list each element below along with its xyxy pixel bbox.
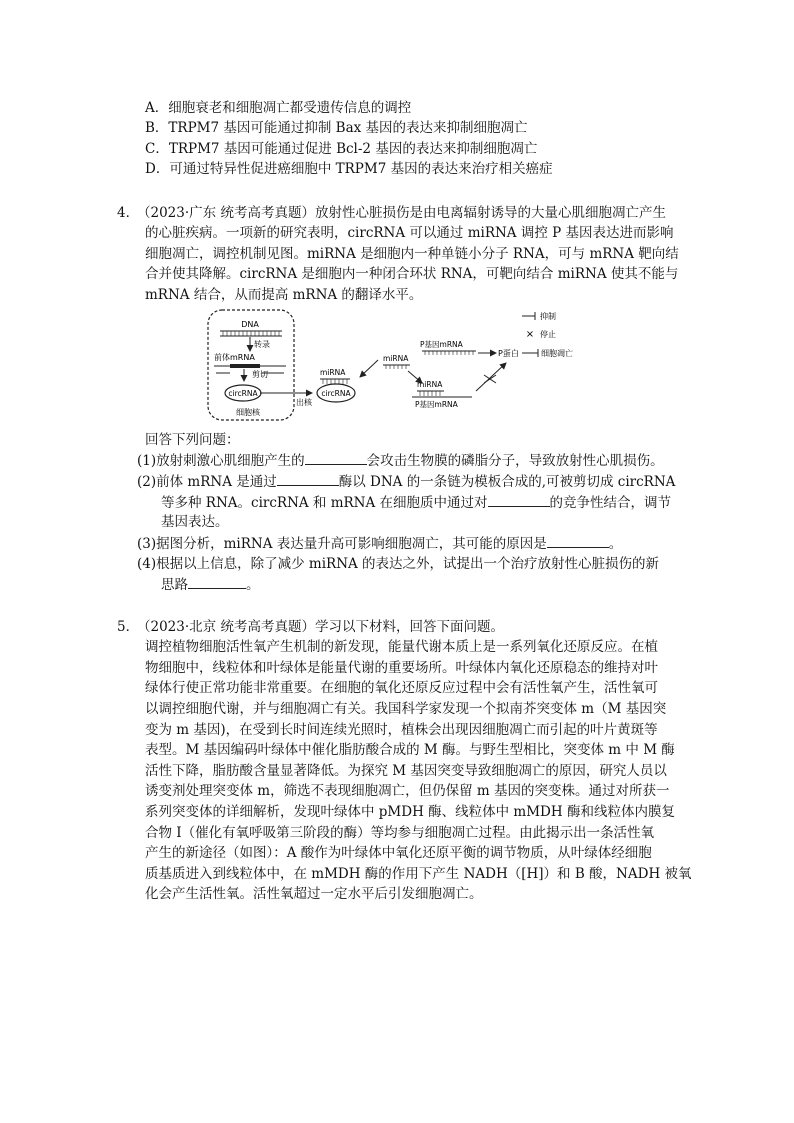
answer-blank[interactable] (488, 492, 550, 507)
p-protein-label: P蛋白 (498, 349, 519, 358)
option-d: D．可通过特异性促进癌细胞中 TRPM7 基因的表达来治疗相关癌症 (145, 161, 553, 177)
question-5-line: 合物 I（催化有氧呼吸第三阶段的酶）等均参与细胞凋亡过程。由此揭示出一条活性氧 (145, 825, 655, 841)
legend-stop-icon: × (525, 329, 535, 340)
question-4-stem-line: 合并使其降解。circRNA 是细胞内一种闭合环状 RNA，可靶向结合 miRNA 使其不能与 (145, 266, 679, 282)
question-5-line: 化会产生活性氧。活性氧超过一定水平后引发细胞凋亡。 (145, 886, 483, 902)
sub2-line2-post: 的竞争性结合，调节 (549, 495, 672, 511)
sub1-post: 会攻击生物膜的磷脂分子，导致放射性心肌损伤。 (366, 453, 664, 469)
option-b: B．TRPM7 基因可能通过抑制 Bax 基因的表达来抑制细胞凋亡 (145, 120, 528, 136)
answer-prompt: 回答下列问题： (145, 432, 240, 448)
sub-question-4-line2 (161, 574, 260, 595)
question-4-stem-line: （2023·广东 统考高考真题）放射性心脏损伤是由电离辐射诱导的大量心肌细胞凋亡产生 (137, 205, 666, 221)
pre-mrna-label: 前体mRNA (214, 353, 255, 362)
question-5-line: 质基质进入到线粒体中，在 mMDH 酶的作用下产生 NADH（[H]）和 B 酸，NADH 被氧 (145, 866, 692, 882)
sub-question-3 (137, 533, 622, 554)
question-5-line: 以调控细胞代谢，并与细胞凋亡有关。我国科学家发现一个拟南芥突变体 m（M 基因突 (145, 701, 667, 717)
answer-blank[interactable] (277, 471, 339, 486)
legend-stop: 停止 (540, 330, 556, 339)
sub4-pre: 思路 (161, 577, 188, 593)
answer-blank[interactable] (305, 450, 367, 465)
p-mrna-label: P基因mRNA (420, 340, 463, 349)
question-5-line: 活性下降，脂肪酸含量显著降低。为探究 M 基因突变导致细胞凋亡的原因，研究人员以 (145, 763, 667, 779)
question-5-line: 诱变剂处理突变体 m，筛选不表现细胞凋亡，但仍保留 m 基因的突变株。通过对所获一 (145, 783, 670, 799)
circrna-out-label: circRNA (321, 389, 351, 398)
mirna-bound-label: miRNA (320, 368, 346, 377)
sub2-mid: 酶以 DNA 的一条链为模板合成的,可被剪切成 circRNA (338, 474, 676, 490)
question-5-line: 变为 m 基因)，在受到长时间连续光照时，植株会出现因细胞凋亡而引起的叶片黄斑等 (145, 722, 658, 738)
transcription-label: 转录 (254, 340, 270, 349)
question-4-number: 4． (117, 205, 140, 221)
dna-label: DNA (241, 320, 259, 329)
question-4-stem-line: 细胞凋亡，调控机制见图。miRNA 是细胞内一种单链小分子 RNA，可与 mRNA 靶向结 (145, 246, 679, 262)
legend-inhibit: 抑制 (540, 312, 556, 321)
mirna-low-label: miRNA (417, 380, 443, 389)
option-a: A．细胞衰老和细胞凋亡都受遗传信息的调控 (145, 100, 412, 116)
sub-question-2-line2 (161, 492, 671, 513)
sub3-pre: (3)据图分析，miRNA 表达量升高可影响细胞凋亡，其可能的原因是 (137, 536, 547, 552)
question-4-stem-line: mRNA 结合，从而提高 mRNA 的翻译水平。 (145, 287, 423, 303)
sub-question-4: (4)根据以上信息，除了减少 miRNA 的表达之外，试提出一个治疗放射性心脏损伤的新 (137, 556, 660, 572)
nucleus-label: 细胞核 (236, 408, 260, 417)
question-5-line: 调控植物细胞活性氧产生机制的新发现，能量代谢本质上是一系列氧化还原反应。在植 (145, 639, 658, 655)
question-5-line: 产生的新途径（如图）：A 酸作为叶绿体中氧化还原平衡的调节物质，从叶绿体经细胞 (145, 845, 652, 861)
sub3-post: 。 (608, 536, 623, 552)
question-5-line: （2023·北京 统考高考真题）学习以下材料，回答下面问题。 (137, 619, 504, 635)
apoptosis-label: 细胞凋亡 (541, 349, 573, 358)
mirna-label: miRNA (383, 354, 409, 363)
sub-question-2 (137, 471, 675, 492)
regulation-diagram (200, 305, 620, 425)
question-4-stem-line: 的心脏疾病。一项新的研究表明，circRNA 可以通过 miRNA 调控 P 基因表达进而影响 (145, 225, 674, 241)
sub-question-2-line3: 基因表达。 (161, 514, 229, 530)
p-mrna-low-label: P基因mRNA (415, 400, 458, 409)
sub2-pre: (2)前体 mRNA 是通过 (137, 474, 277, 490)
splicing-label: 剪切 (252, 370, 268, 379)
sub1-pre: (1)放射刺激心肌细胞产生的 (137, 453, 305, 469)
question-5-line: 表型。M 基因编码叶绿体中催化脂肪酸合成的 M 酶。与野生型相比，突变体 m 中 M 酶 (145, 742, 675, 758)
question-5-line: 系列突变体的详细解析，发现叶绿体中 pMDH 酶、线粒体中 mMDH 酶和线粒体内膜复 (145, 804, 675, 820)
sub4-post: 。 (246, 577, 260, 593)
answer-blank[interactable] (188, 574, 246, 589)
question-5-line: 物细胞中，线粒体和叶绿体是能量代谢的重要场所。叶绿体内氧化还原稳态的维持对叶 (145, 660, 658, 676)
sub-question-1 (137, 450, 664, 471)
export-label: 出核 (296, 398, 312, 407)
circrna-label: circRNA (228, 389, 258, 398)
question-5-line: 绿体行使正常功能非常重要。在细胞的氧化还原反应过程中会有活性氧产生，活性氧可 (145, 680, 658, 696)
question-5-number: 5． (117, 619, 140, 635)
answer-blank[interactable] (547, 533, 609, 548)
sub2-line2-pre: 等多种 RNA。circRNA 和 mRNA 在细胞质中通过对 (161, 495, 488, 511)
option-c: C．TRPM7 基因可能通过促进 Bcl-2 基因的表达来抑制细胞凋亡 (145, 141, 538, 157)
